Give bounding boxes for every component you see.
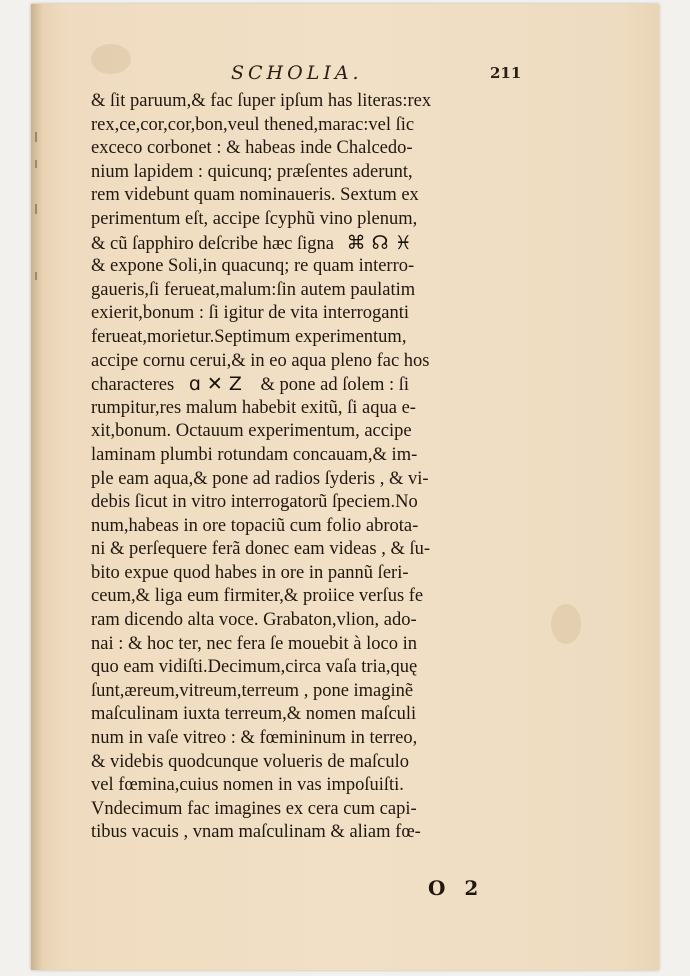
text-line: rumpitur,res malum habebit exitũ, ſi aqua e- <box>91 397 416 418</box>
margin-mark <box>35 132 37 142</box>
page-gutter-shadow <box>31 4 43 970</box>
text-line: quo eam vidiſti.Decimum,circa vaſa tria,quę <box>91 657 418 678</box>
margin-mark <box>35 204 37 214</box>
text-line: ram dicendo alta voce. Grabaton,vlion, ado- <box>91 610 417 631</box>
text-line: & videbis quodcunque volueris de maſculo <box>91 751 410 772</box>
text-line: exierit,bonum : ſi igitur de vita interroganti <box>91 303 410 324</box>
text-line: exceco corbonet : & habeas inde Chalcedo- <box>91 138 413 159</box>
text-line: num in vaſe vitreo : & fœmininum in terreo, <box>91 728 418 749</box>
signature-mark: O 2 <box>428 876 485 900</box>
text-line: bito expue quod habes in ore in pannũ ſeri- <box>91 562 409 583</box>
text-line: & ſit paruum,& fac ſuper ipſum has literas:rex <box>91 91 432 111</box>
page-header <box>31 62 659 88</box>
text-line: ple eam aqua,& pone ad radios ſyderis , & vi- <box>91 468 429 489</box>
magic-characters: ɑ ✕ Z <box>188 373 242 396</box>
text-line: nium lapidem : quicunq; præſentes aderunt, <box>91 161 413 182</box>
text-line: nai : & hoc ter, nec fera ſe mouebit à loco in <box>91 633 417 654</box>
text-line: perimentum eſt, accipe ſcyphũ vino plenum, <box>91 208 418 229</box>
text-line: tibus vacuis , vnam maſculinam & aliam fœ- <box>91 822 421 843</box>
magic-signs: ⌘ ☊ ♓ <box>346 231 412 254</box>
margin-mark <box>35 272 37 280</box>
text-line: laminam plumbi rotundam concauam,& im- <box>91 444 418 465</box>
text-segment: & pone ad ſolem : ſi <box>260 375 410 396</box>
text-line: xit,bonum. Octauum experimentum, accipe <box>91 421 412 442</box>
text-line-with-signs <box>91 232 551 256</box>
text-line: vel fœmina,cuius nomen in vas impoſuiſti. <box>91 775 404 796</box>
text-line: & expone Soli,in quacunq; re quam interro- <box>91 256 415 277</box>
text-line-with-characters <box>91 373 551 397</box>
book-page <box>31 4 659 970</box>
text-line: debis ſicut in vitro interrogatorũ ſpeciem.No <box>91 492 418 513</box>
text-line: ferueat,morietur.Septimum experimentum, <box>91 326 407 347</box>
text-line: rex,ce,cor,cor,bon,veul thened,marac:vel ſic <box>91 114 415 135</box>
body-text <box>91 90 551 845</box>
text-line: ceum,& liga eum firmiter,& proiice verſus fe <box>91 586 424 607</box>
text-line: accipe cornu cerui,& in eo aqua pleno fac hos <box>91 350 430 371</box>
text-line: maſculinam iuxta terreum,& nomen maſculi <box>91 704 417 725</box>
folio-number: 211 <box>490 64 522 82</box>
margin-mark <box>35 160 37 168</box>
text-segment: characteres <box>91 375 175 396</box>
text-line: ni & perſequere ferã donec eam videas , & ſu- <box>91 539 431 560</box>
text-line: ſunt,æreum,vitreum,terreum , pone imaginẽ <box>91 680 414 701</box>
text-segment: & cũ ſapphiro deſcribe hæc ſigna <box>91 233 334 254</box>
running-head: SCHOLIA. <box>231 62 363 84</box>
text-line: rem videbunt quam nominaueris. Sextum ex <box>91 185 419 206</box>
text-line: gaueris,ſi ferueat,malum:ſin autem paulatim <box>91 279 416 300</box>
text-line: Vndecimum fac imagines ex cera cum capi- <box>91 798 417 819</box>
text-line: num,habeas in ore topaciũ cum folio abrota- <box>91 515 419 536</box>
paper-stain <box>551 604 581 644</box>
